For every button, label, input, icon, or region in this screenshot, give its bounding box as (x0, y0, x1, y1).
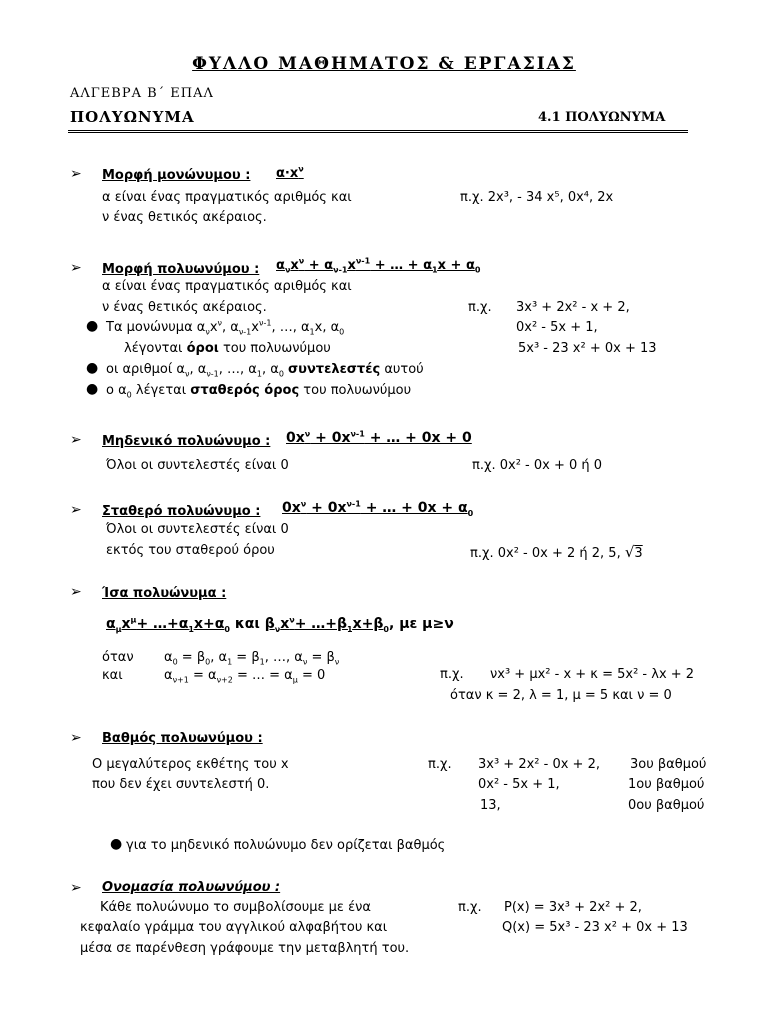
polynomial-constant-text: ο $\alpha_0$ λέγεται σταθερός όρος του πολυωνύμου (106, 383, 412, 400)
dot-bullet-icon: ● (86, 318, 99, 334)
polynomial-coefficients-text: οι αριθμοί $\alpha_\nu$, $\alpha_{\nu-1}$, …, $\alpha_1$, $\alpha_0$ συντελεστές αυτού (106, 362, 424, 379)
polynomial-example-3: 5x³ - 23 x² + 0x + 13 (518, 341, 657, 356)
worksheet-title: ΦΥΛΛΟ ΜΑΘΗΜΑΤΟΣ & ΕΡΓΑΣΙΑΣ (192, 54, 576, 74)
section-label: 4.1 ΠΟΛΥΩΝΥΜΑ (538, 110, 666, 125)
dot-bullet-icon: ● (86, 381, 99, 397)
arrow-bullet-icon: ➢ (70, 260, 82, 276)
equal-and-label: και (102, 668, 123, 683)
zero-polynomial-heading: Μηδενικό πολυώνυμο : (102, 434, 271, 449)
polynomial-terms-text: Τα μονώνυμα $\alpha_\nu x^\nu$, $\alpha_{\nu-1}x^{\nu-1}$, …, $\alpha_1x$, $\alpha_0$ (106, 318, 345, 337)
polynomial-example-label: π.χ. (468, 300, 492, 315)
arrow-bullet-icon: ➢ (70, 432, 82, 448)
equal-example-2: όταν κ = 2, λ = 1, μ = 5 και ν = 0 (450, 688, 672, 703)
polynomial-line-2: ν ένας θετικός ακέραιος. (102, 300, 267, 315)
degree-line-2: που δεν έχει συντελεστή 0. (92, 777, 270, 792)
degree-line-1: Ο μεγαλύτερος εκθέτης του x (92, 757, 289, 772)
polynomial-example-1: 3x³ + 2x² - x + 2, (516, 300, 630, 315)
constant-polynomial-formula: $0x^\nu + 0x^{\nu-1}$ + … + $0x + \alpha_0$ (282, 499, 474, 518)
equal-polynomials-heading: Ίσα πολυώνυμα : (102, 586, 227, 601)
monomial-example: π.χ. 2x³, - 34 x⁵, 0x⁴, 2x (460, 190, 614, 205)
polynomial-line-1: α είναι ένας πραγματικός αριθμός και (102, 279, 352, 294)
topic-label: ΠΟΛΥΩΝΥΜΑ (70, 108, 195, 126)
header-divider (68, 130, 688, 133)
degree-example-2-degree: 1ου βαθμού (628, 777, 705, 792)
arrow-bullet-icon: ➢ (70, 880, 82, 896)
dot-bullet-icon: ● (86, 360, 99, 376)
monomial-line-2: ν ένας θετικός ακέραιος. (102, 210, 267, 225)
polynomial-formula: $\alpha_\nu x^\nu + \alpha_{\nu-1}x^{\nu-1}$ + … + $\alpha_1x + \alpha_0$ (276, 256, 481, 275)
polynomial-terms-caption: λέγονται όροι του πολυωνύμου (124, 341, 331, 356)
equal-condition-1: $\alpha_0 = \beta_0$, $\alpha_1 = \beta_1$, …, $\alpha_\nu = \beta_\nu$ (164, 650, 340, 667)
monomial-heading: Μορφή μονώνυμου : (102, 168, 251, 183)
degree-example-1-degree: 3ου βαθμού (630, 757, 707, 772)
arrow-bullet-icon: ➢ (70, 166, 82, 182)
degree-example-3: 13, (480, 798, 501, 813)
subject-label: ΑΛΓΕΒΡΑ Β΄ ΕΠΑΛ (70, 86, 214, 101)
naming-heading: Ονομασία πολυωνύμου : (102, 880, 281, 895)
zero-polynomial-example: π.χ. 0x² - 0x + 0 ή 0 (472, 458, 603, 473)
dot-bullet-icon: ● (110, 836, 123, 852)
constant-polynomial-heading: Σταθερό πολυώνυμο : (102, 504, 261, 519)
constant-polynomial-example: π.χ. 0x² - 0x + 2 ή 2, 5, √3 (470, 543, 643, 561)
equal-example-label: π.χ. (440, 667, 464, 682)
naming-example-2: Q(x) = 5x³ - 23 x² + 0x + 13 (502, 920, 688, 935)
degree-note: για το μηδενικό πολυώνυμο δεν ορίζεται βαθμός (126, 838, 446, 853)
degree-example-1: 3x³ + 2x² - 0x + 2, (478, 757, 600, 772)
equal-when-label: όταν (102, 650, 134, 665)
polynomial-heading: Μορφή πολυωνύμου : (102, 262, 260, 277)
equal-polynomials-formula: $\alpha_\mu x^\mu+$ $\dots+\alpha_1x+\alpha_0$ και $\beta_\nu x^\nu+$ $\dots+\beta_1x+\beta_0$, με μ≥ν (106, 615, 454, 634)
degree-heading: Βαθμός πολυωνύμου : (102, 731, 263, 746)
degree-example-3-degree: 0ου βαθμού (628, 798, 705, 813)
naming-line-1: Κάθε πολυώνυμο το συμβολίσουμε με ένα (100, 900, 371, 915)
arrow-bullet-icon: ➢ (70, 502, 82, 518)
arrow-bullet-icon: ➢ (70, 584, 82, 600)
equal-condition-2: $\alpha_{\nu+1} = \alpha_{\nu+2}$ = … = $\alpha_\mu = 0$ (164, 668, 326, 685)
degree-example-label: π.χ. (428, 757, 452, 772)
constant-polynomial-line-1: Όλοι οι συντελεστές είναι 0 (106, 522, 289, 537)
arrow-bullet-icon: ➢ (70, 730, 82, 746)
constant-polynomial-line-2: εκτός του σταθερού όρου (106, 543, 275, 558)
naming-line-3: μέσα σε παρένθεση γράφουμε την μεταβλητή του. (80, 941, 410, 956)
zero-polynomial-formula: $0x^\nu + 0x^{\nu-1}$ + … + 0x + 0 (286, 429, 472, 446)
equal-example-1: νx³ + μx² - x + κ = 5x² - λx + 2 (490, 667, 695, 682)
monomial-line-1: α είναι ένας πραγματικός αριθμός και (102, 190, 352, 205)
zero-polynomial-line: Όλοι οι συντελεστές είναι 0 (106, 458, 289, 473)
naming-example-1: P(x) = 3x³ + 2x² + 2, (504, 900, 642, 915)
monomial-formula: $\alpha\cdot x^\nu$ (276, 164, 304, 181)
naming-line-2: κεφαλαίο γράμμα του αγγλικού αλφαβήτου και (80, 920, 388, 935)
naming-example-label: π.χ. (458, 900, 482, 915)
polynomial-example-2: 0x² - 5x + 1, (516, 320, 598, 335)
degree-example-2: 0x² - 5x + 1, (478, 777, 560, 792)
